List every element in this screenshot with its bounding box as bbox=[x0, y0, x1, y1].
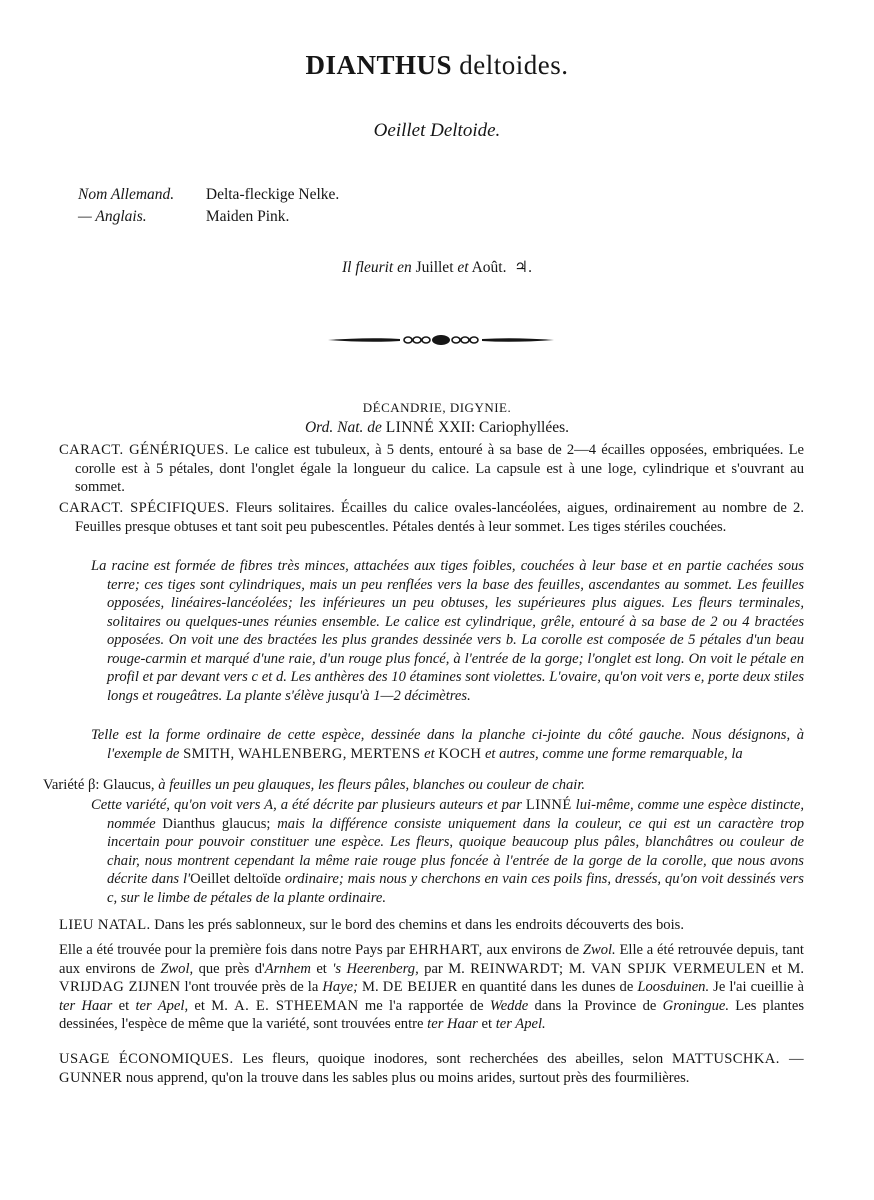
place-haye: Haye; bbox=[322, 979, 359, 995]
form-note bbox=[91, 726, 804, 763]
localities-text: me l'a rapportée de bbox=[364, 997, 484, 1014]
flowering-month-1: Juillet bbox=[415, 259, 454, 276]
place-ter-apel: ter Apel. bbox=[495, 1016, 546, 1032]
common-names bbox=[78, 186, 339, 230]
section-label: CARACT. GÉNÉRIQUES. bbox=[59, 442, 229, 458]
place-ter-haar: ter Haar bbox=[427, 1016, 478, 1032]
localities-text: M. bbox=[568, 960, 586, 977]
variety-note bbox=[91, 796, 804, 907]
section-text-2: nous apprend, qu'on la trouve dans les sables plus ou moins arides, surtout près des fourmilières. bbox=[125, 1069, 690, 1086]
section-text: Dans les prés sablonneux, sur le bord des chemins et dans les endroits découverts des bois. bbox=[154, 917, 684, 933]
localities-text: Les plantes dessinées, l'espèce de même que la variété, sont trouvées entre bbox=[59, 997, 804, 1032]
flowering-conjunction: et bbox=[457, 259, 469, 276]
variety-note-text-4: ordinaire; mais nous y cherchons en vain ces poils fins, dressés, qu'on voit dessinés vers c, sur le limbe de pétales de la plante ordinaire. bbox=[107, 871, 804, 906]
genus-name: DIANTHUS bbox=[305, 50, 453, 80]
localities-text: et bbox=[118, 997, 130, 1014]
common-name-label: Nom Allemand. bbox=[78, 186, 175, 203]
common-name-german bbox=[78, 186, 339, 208]
flowering-month-2: Août. bbox=[471, 259, 507, 276]
section-label: USAGE ÉCONOMIQUES. bbox=[59, 1051, 234, 1067]
form-note-text-2: et autres, comme une forme remarquable, la bbox=[484, 745, 743, 762]
localities-text: et bbox=[481, 1016, 493, 1032]
localities-text: en quantité dans les dunes de bbox=[461, 979, 634, 995]
localities-text: et M. bbox=[194, 997, 228, 1014]
common-name-english bbox=[78, 208, 339, 230]
place-zwol: Zwol. bbox=[582, 942, 616, 958]
localities-text: et bbox=[316, 960, 327, 977]
place-ter-apel: ter Apel, bbox=[135, 997, 189, 1014]
place-groningue: Groningue. bbox=[662, 997, 729, 1014]
dianthus-glaucus: Dianthus glaucus; bbox=[162, 815, 271, 832]
oeillet-deltoide: Oeillet deltoïde bbox=[190, 871, 281, 887]
author-smith: SMITH, bbox=[183, 745, 235, 762]
common-name-value: Delta-fleckige Nelke. bbox=[205, 186, 340, 203]
section-text: Fleurs solitaires. Écailles du calice ovales-lancéolées, aigues, ordinairement au nombre de 2. Feuilles presque obtuses et tant soit peu pubescentles. Pétales dentés à leur sommet. Les tiges stériles couchées. bbox=[75, 500, 804, 535]
specific-characters bbox=[59, 499, 804, 536]
localities bbox=[59, 941, 804, 1034]
localities-text: dans la Province de bbox=[534, 997, 657, 1014]
collector-ehrhart: EHRHART, bbox=[408, 942, 483, 958]
localities-text: aux environs de bbox=[486, 942, 580, 958]
place-loosduinen: Loosduinen. bbox=[637, 979, 710, 995]
variety-text: à feuilles un peu glauques, les fleurs pâles, blanches ou couleur de chair. bbox=[158, 777, 586, 793]
localities-text: par M. bbox=[424, 960, 465, 977]
localities-text: M. bbox=[362, 979, 379, 995]
order-prefix: Ord. Nat. de bbox=[304, 419, 382, 436]
author-linne: LINNÉ bbox=[385, 419, 435, 436]
localities-text: Elle a été trouvée pour la première fois dans notre Pays par bbox=[59, 942, 406, 958]
section-text: Le calice est tubuleux, à 5 dents, entouré à sa base de 2—4 écailles opposées, embriquées. Le corolle est à 5 pétales, dont l'onglet égale la longueur du calice. La capsule est à une loge, cylindrique et s'ouvrant au sommet. bbox=[75, 442, 804, 495]
order-name: XXII: Cariophyllées. bbox=[438, 419, 570, 436]
localities-text: que près d' bbox=[198, 960, 265, 977]
collector-reinwardt: REINWARDT; bbox=[470, 960, 564, 977]
collector-van-spijk-vermeulen: VAN SPIJK VERMEULEN bbox=[590, 960, 767, 977]
author-gunner: GUNNER bbox=[59, 1069, 123, 1086]
author-wahlenberg: WAHLENBERG, bbox=[238, 745, 347, 762]
linnaean-class: DÉCANDRIE, DIGYNIE. bbox=[362, 400, 512, 415]
author-koch: KOCH bbox=[438, 745, 482, 762]
section-text: Les fleurs, quoique inodores, sont recherchées des abeilles, selon bbox=[242, 1051, 664, 1067]
common-name-label: — Anglais. bbox=[78, 208, 147, 225]
perennial-symbol: ♃. bbox=[514, 259, 532, 276]
french-name: Oeillet Deltoide. bbox=[373, 120, 501, 141]
plant-description: La racine est formée de fibres très minces, attachées aux tiges foibles, couchées à leur base et en partie cachées sous terre; ces tiges sont cylindriques, mais un peu renflées vers la base des feuilles, ascendantes au sommet. Les feuilles opposées, linéaires-lancéolées; les inférieures un peu obtuses, les supérieures plus aigues. Les fleurs terminales, solitaires ou quelques-unes réunies ensemble. Le calice est cylindrique, grêle, entouré à sa base de 2 ou 4 bractées opposées. On voit une des bractées les plus grandes dessinée vers b. La corolle est composée de 5 pétales d'un beau rouge-carmin et marqué d'une raie, d'un rouge plus foncé, à l'entrée de la gorge; l'onglet est long. On voit le pétale en profil et par devant vers c et d. Les anthères des 10 étamines sont violettes. L'ovaire, qu'on voit vers e, porte deux stiles longs et rougeâtres. La plante s'élève jusqu'à 1—2 décimètres. bbox=[91, 558, 804, 704]
author-mertens: MERTENS bbox=[350, 745, 421, 762]
author-linne: LINNÉ bbox=[525, 797, 572, 813]
place-zwol: Zwol, bbox=[160, 960, 194, 977]
economic-uses bbox=[59, 1050, 804, 1087]
form-note-et: et bbox=[424, 745, 435, 762]
habitat bbox=[59, 916, 804, 935]
form-note-text: Telle est la forme ordinaire de cette espèce, dessinée dans la planche ci-jointe du côté gauche. Nous désignons, à l'exemple de bbox=[91, 727, 804, 762]
generic-characters bbox=[59, 441, 804, 497]
ornamental-divider bbox=[328, 333, 554, 347]
collector-de-beijer: DE BEIJER bbox=[382, 979, 458, 995]
localities-text: et M. bbox=[771, 960, 804, 977]
natural-order bbox=[0, 419, 874, 437]
collector-stheeman: A. E. STHEEMAN bbox=[234, 997, 359, 1014]
variety-heading bbox=[43, 776, 804, 795]
flowering-period bbox=[0, 258, 874, 277]
variety-label: Variété β: bbox=[43, 777, 100, 793]
place-wedde: Wedde bbox=[489, 997, 529, 1014]
localities-text: Elle a été retrouvée depuis, tant aux environs de bbox=[59, 942, 804, 977]
localities-text: Je l'ai cueillie à bbox=[713, 979, 805, 995]
variety-note-text-3: mais la différence consiste uniquement dans la couleur, ce qui est un caractère trop incertain pour pouvoir constituer une espèce. Les fleurs, quoique beaucoup plus pâles, blanchâtres ou couleur de chair, nous montrent cependant la même raie rouge plus foncée à l'entrée de la gorge de la corolle, que nous avons décrite dans l' bbox=[107, 815, 804, 887]
species-title bbox=[0, 50, 874, 81]
section-label: LIEU NATAL. bbox=[59, 917, 151, 933]
author-mattuschka: MATTUSCHKA. — bbox=[672, 1051, 804, 1067]
section-label: CARACT. SPÉCIFIQUES. bbox=[59, 500, 230, 516]
variety-note-text-2: lui-même, comme une espèce distincte, nommée bbox=[107, 797, 804, 832]
place-heerenberg: 's Heerenberg, bbox=[332, 960, 419, 977]
collector-vrijdag-zijnen: VRIJDAG ZIJNEN bbox=[59, 979, 181, 995]
variety-name: Glaucus, bbox=[103, 777, 155, 793]
place-arnhem: Arnhem bbox=[264, 960, 311, 977]
place-ter-haar: ter Haar bbox=[59, 997, 113, 1014]
species-name: deltoides. bbox=[459, 50, 569, 80]
variety-note-text: Cette variété, qu'on voit vers A, a été décrite par plusieurs auteurs et par bbox=[91, 797, 522, 813]
localities-text: l'ont trouvée près de la bbox=[184, 979, 319, 995]
flowering-prefix: Il fleurit en bbox=[341, 259, 412, 276]
common-name-value: Maiden Pink. bbox=[205, 208, 290, 225]
